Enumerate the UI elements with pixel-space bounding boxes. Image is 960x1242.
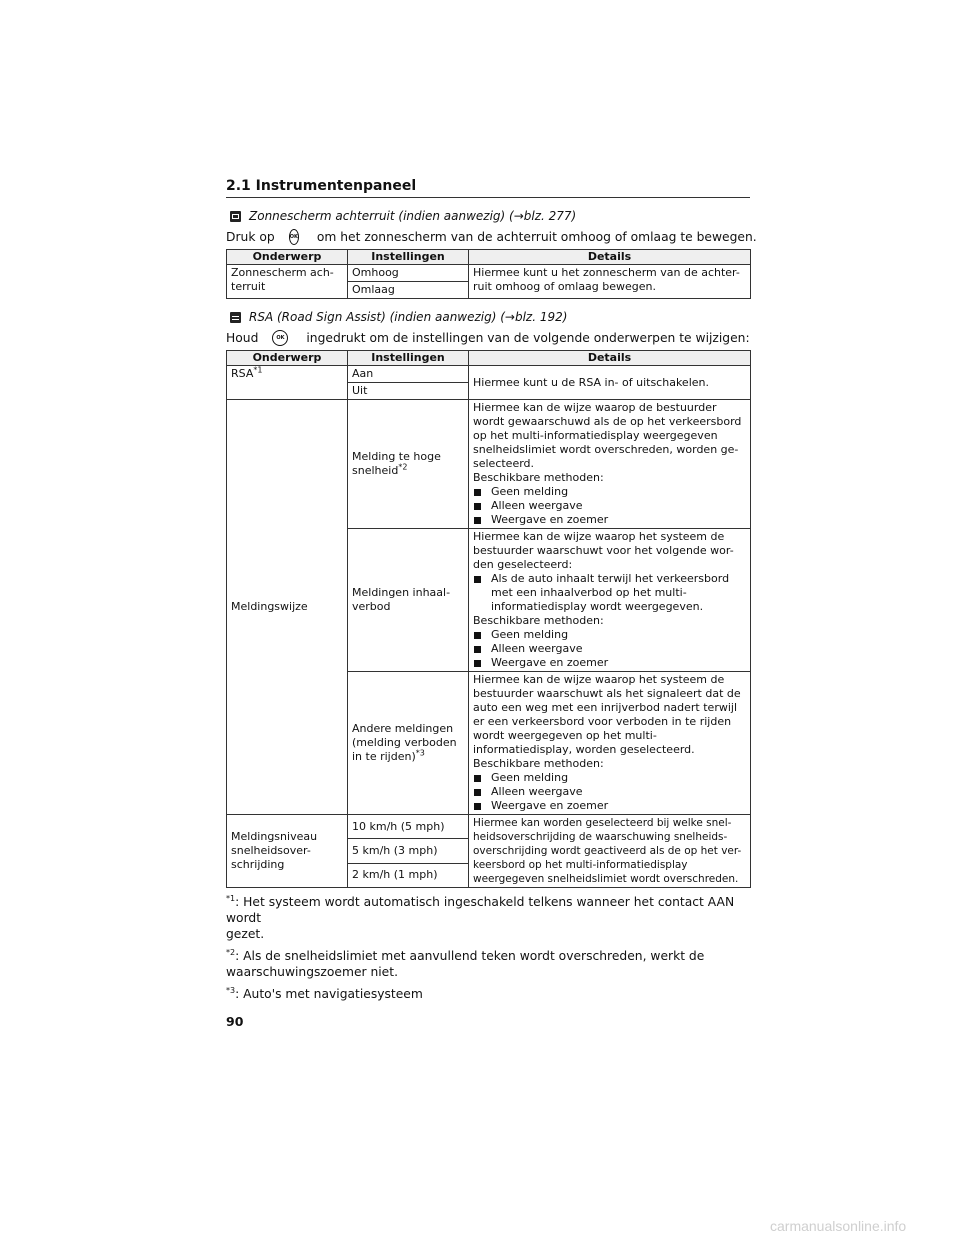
footnote-mark: *3	[226, 985, 236, 995]
watermark: carmanualsonline.info	[770, 1218, 907, 1234]
subject-text: RSA	[231, 367, 254, 380]
rsa-heading-text: RSA (Road Sign Assist) (indien aanwezig) (→blz. 192)	[249, 310, 568, 324]
footnote-mark: *3	[415, 748, 425, 758]
list-item: Als de auto inhaalt terwijl het verkeersbord met een inhaalverbod op het multi- informatiedisplay wordt weergegeven.	[473, 572, 746, 614]
table-cell-setting	[348, 529, 469, 672]
table-cell-setting: Omlaag	[348, 282, 469, 299]
sunshade-heading	[230, 209, 750, 223]
table-cell-subject: Zonnescherm ach- terruit	[227, 265, 348, 299]
col-header-details: Details	[469, 250, 751, 265]
rsa-heading	[230, 310, 750, 324]
footnote-mark: *1	[226, 893, 236, 903]
table-cell-details: Hiermee kan worden geselecteerd bij welke snel- heidsoverschrijding de waarschuwing snelheids- overschrijding wordt geactiveerd als de op het ver- keersbord op het multi-informatiedisplay weergegeven snelheidslimiet wordt overschreden.	[469, 815, 751, 888]
list-item: Geen melding	[473, 628, 746, 642]
table-cell-setting: Aan	[348, 366, 469, 383]
sunshade-table	[226, 249, 751, 299]
details-text: Beschikbare methoden:	[473, 614, 604, 627]
table-cell-subject	[227, 366, 348, 400]
methods-list	[473, 771, 746, 813]
details-text: Hiermee kan de wijze waarop het systeem de bestuurder waarschuwt als het signaleert dat de auto een weg met een inrijverbod nadert terwijl er een verkeersbord voor verboden in te rijden wordt weergegeven op het multi- informatiedisplay, worden geselecteerd. Beschikbare methoden:	[473, 673, 741, 770]
footnote-2	[226, 948, 750, 980]
list-item: Weergave en zoemer	[473, 656, 746, 670]
table-cell-details: Hiermee kunt u de RSA in- of uitschakelen.	[469, 366, 751, 400]
methods-list	[473, 485, 746, 527]
footnote-1	[226, 894, 750, 942]
instruction-text-before: Druk op	[226, 230, 275, 244]
sunshade-heading-text: Zonnescherm achterruit (indien aanwezig) (→blz. 277)	[249, 209, 577, 223]
col-header-settings: Instellingen	[348, 250, 469, 265]
footnote-text: : Auto's met navigatiesysteem	[235, 987, 423, 1001]
table-cell-details: Hiermee kunt u het zonnescherm van de achter- ruit omhoog of omlaag bewegen.	[469, 265, 751, 299]
manual-page	[226, 178, 757, 1029]
table-cell-setting	[348, 400, 469, 529]
condition-list	[473, 572, 746, 614]
rsa-table	[226, 350, 751, 888]
road-sign-icon	[230, 312, 241, 323]
footnote-text: : Het systeem wordt automatisch ingeschakeld telkens wanneer het contact AAN wordt gezet.	[226, 895, 735, 941]
table-cell-setting: Omhoog	[348, 265, 469, 282]
ok-button-icon: OK	[289, 229, 299, 245]
table-cell-setting: 2 km/h (1 mph)	[348, 863, 469, 887]
footnote-mark: *1	[253, 365, 263, 375]
table-cell-details	[469, 529, 751, 672]
section-title: 2.1 Instrumentenpaneel	[226, 178, 750, 198]
footnote-mark: *2	[226, 947, 236, 957]
setting-text: Meldingen inhaal- verbod	[352, 586, 451, 613]
footnote-3	[226, 986, 750, 1002]
col-header-settings: Instellingen	[348, 351, 469, 366]
table-cell-subject: Meldingswijze	[227, 400, 348, 815]
details-text: Hiermee kan de wijze waarop de bestuurder wordt gewaarschuwd als de op het verkeersbord op het multi-informatiedisplay weergegeven snelheidslimiet wordt overschreden, worden ge- selecteerd. Beschikbare methoden:	[473, 401, 742, 484]
methods-list	[473, 628, 746, 670]
table-cell-setting: 10 km/h (5 mph)	[348, 815, 469, 839]
col-header-subject: Onderwerp	[227, 250, 348, 265]
setting-text: Andere meldingen (melding verboden in te rijden)	[352, 722, 457, 763]
footnote-mark: *2	[398, 461, 408, 471]
rsa-instruction	[226, 330, 750, 346]
setting-text: Melding te hoge snelheid	[352, 449, 441, 477]
list-item: Weergave en zoemer	[473, 799, 746, 813]
page-number: 90	[226, 1014, 244, 1029]
instruction-text-after: ingedrukt om de instellingen van de volgende onderwerpen te wijzigen:	[306, 331, 750, 345]
instruction-text-after: om het zonnescherm van de achterruit omhoog of omlaag te bewegen.	[316, 230, 757, 244]
list-item: Alleen weergave	[473, 785, 746, 799]
details-text: Hiermee kan de wijze waarop het systeem de bestuurder waarschuwt voor het volgende wor- den geselecteerd:	[473, 530, 734, 571]
instruction-text-before: Houd	[226, 331, 259, 345]
table-cell-details	[469, 400, 751, 529]
list-item: Alleen weergave	[473, 499, 746, 513]
table-cell-subject: Meldingsniveau snelheidsover- schrijding	[227, 815, 348, 888]
table-cell-setting: Uit	[348, 383, 469, 400]
list-item: Geen melding	[473, 485, 746, 499]
table-cell-details	[469, 672, 751, 815]
footnote-text: : Als de snelheidslimiet met aanvullend teken wordt overschreden, werkt de waarschuwingszoemer niet.	[226, 949, 705, 979]
list-item: Alleen weergave	[473, 642, 746, 656]
list-item: Weergave en zoemer	[473, 513, 746, 527]
sunshade-icon	[230, 211, 241, 222]
col-header-subject: Onderwerp	[227, 351, 348, 366]
sunshade-instruction	[226, 229, 757, 245]
table-cell-setting: 5 km/h (3 mph)	[348, 839, 469, 863]
table-cell-setting	[348, 672, 469, 815]
list-item: Geen melding	[473, 771, 746, 785]
ok-button-icon: OK	[272, 330, 288, 346]
col-header-details: Details	[469, 351, 751, 366]
